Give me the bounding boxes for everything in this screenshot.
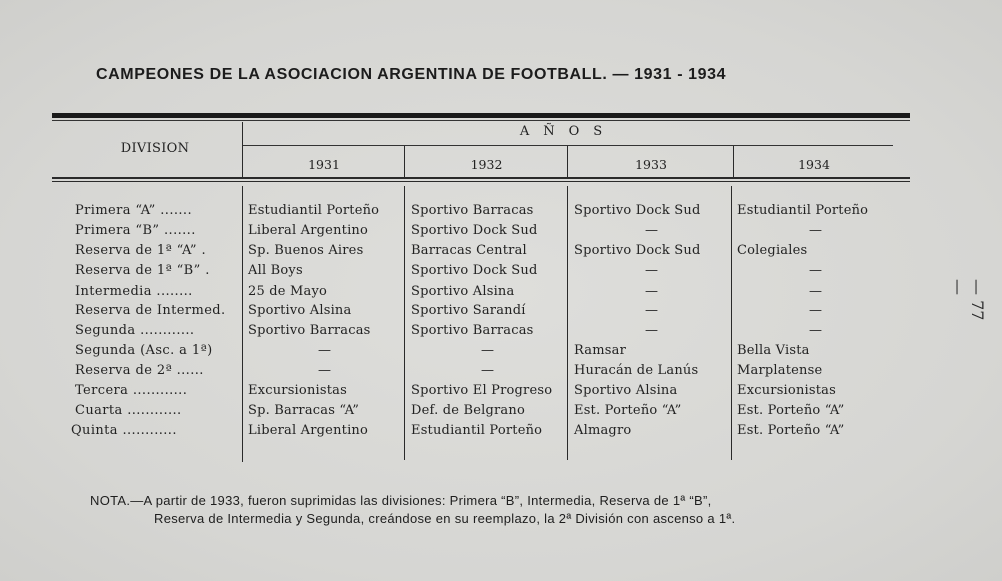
cell-1931: Sp. Barracas “A” bbox=[248, 403, 360, 418]
page-number bbox=[938, 262, 987, 342]
header-anos-rule bbox=[243, 145, 893, 146]
division-label: Reserva de 1ª “A” . bbox=[75, 243, 206, 258]
col-divider bbox=[731, 186, 732, 460]
division-label: Reserva de Intermed. bbox=[75, 303, 226, 318]
division-label: Reserva de 2ª ...... bbox=[75, 363, 204, 378]
division-label: Quinta ............ bbox=[71, 423, 177, 438]
cell-1934: Excursionistas bbox=[737, 383, 836, 398]
col-divider-header bbox=[567, 146, 568, 178]
cell-1934: — bbox=[809, 323, 823, 338]
page-title: CAMPEONES DE LA ASOCIACION ARGENTINA DE FOOTBALL. — 1931 - 1934 bbox=[96, 66, 727, 83]
header-rule-a bbox=[52, 177, 910, 179]
division-label: Primera “B” ....... bbox=[75, 223, 196, 238]
cell-1934: — bbox=[809, 223, 823, 238]
cell-1933: — bbox=[645, 323, 659, 338]
cell-1932: Def. de Belgrano bbox=[411, 403, 525, 418]
cell-1934: Marplatense bbox=[737, 363, 823, 378]
division-label: Cuarta ............ bbox=[75, 403, 182, 418]
cell-1932: Sportivo Sarandí bbox=[411, 303, 526, 318]
footnote bbox=[90, 492, 930, 528]
cell-1933: — bbox=[645, 263, 659, 278]
cell-1932: — bbox=[481, 363, 495, 378]
cell-1933: Est. Porteño “A” bbox=[574, 403, 682, 418]
cell-1934: — bbox=[809, 303, 823, 318]
division-label: Segunda (Asc. a 1ª) bbox=[75, 343, 213, 358]
division-label: Tercera ............ bbox=[75, 383, 188, 398]
cell-1931: — bbox=[318, 343, 332, 358]
cell-1931: Liberal Argentino bbox=[248, 423, 369, 438]
page-number-text: — 77 — bbox=[949, 279, 987, 321]
cell-1934: — bbox=[809, 263, 823, 278]
cell-1933: — bbox=[645, 303, 659, 318]
header-year-1932: 1932 bbox=[470, 157, 503, 172]
col-divider bbox=[404, 186, 405, 460]
footnote-line-1: NOTA.—A partir de 1933, fueron suprimidas las divisiones: Primera “B”, Intermedia, Reserva de 1ª “B”, bbox=[90, 493, 712, 508]
cell-1934: Estudiantil Porteño bbox=[737, 203, 869, 218]
header-division: DIVISION bbox=[120, 141, 190, 156]
cell-1932: — bbox=[481, 343, 495, 358]
col-divider bbox=[567, 186, 568, 460]
cell-1932: Barracas Central bbox=[411, 243, 527, 258]
cell-1931: 25 de Mayo bbox=[248, 284, 328, 299]
cell-1931: Estudiantil Porteño bbox=[248, 203, 380, 218]
cell-1931: Sp. Buenos Aires bbox=[248, 243, 364, 258]
cell-1933: Almagro bbox=[574, 423, 632, 438]
cell-1931: Excursionistas bbox=[248, 383, 347, 398]
header-rule-b bbox=[52, 181, 910, 182]
cell-1933: Huracán de Lanús bbox=[574, 363, 699, 378]
cell-1933: Ramsar bbox=[574, 343, 627, 358]
col-divider-header bbox=[733, 146, 734, 178]
division-label: Reserva de 1ª “B” . bbox=[75, 263, 210, 278]
cell-1933: — bbox=[645, 223, 659, 238]
col-divider-header bbox=[242, 122, 243, 178]
cell-1934: Est. Porteño “A” bbox=[737, 403, 845, 418]
header-anos: AÑOS bbox=[519, 124, 617, 139]
header-year-1933: 1933 bbox=[635, 157, 667, 172]
cell-1931: Sportivo Barracas bbox=[248, 323, 371, 338]
col-divider bbox=[242, 186, 243, 462]
header-year-1934: 1934 bbox=[798, 157, 830, 172]
division-label: Intermedia ........ bbox=[75, 284, 193, 299]
cell-1931: All Boys bbox=[248, 263, 303, 278]
col-divider-header bbox=[404, 146, 405, 178]
division-label: Primera “A” ....... bbox=[75, 203, 192, 218]
cell-1932: Sportivo Barracas bbox=[411, 323, 534, 338]
cell-1934: — bbox=[809, 284, 823, 299]
cell-1933: — bbox=[645, 284, 659, 299]
cell-1932: Sportivo Dock Sud bbox=[411, 263, 538, 278]
cell-1932: Sportivo Barracas bbox=[411, 203, 534, 218]
cell-1934: Est. Porteño “A” bbox=[737, 423, 845, 438]
header-year-1931: 1931 bbox=[308, 157, 340, 172]
top-rule-thick bbox=[52, 113, 910, 118]
cell-1932: Sportivo Dock Sud bbox=[411, 223, 538, 238]
division-label: Segunda ............ bbox=[75, 323, 195, 338]
cell-1933: Sportivo Dock Sud bbox=[574, 203, 701, 218]
cell-1933: Sportivo Dock Sud bbox=[574, 243, 701, 258]
footnote-line-2: Reserva de Intermedia y Segunda, creándose en su reemplazo, la 2ª División con ascenso a 1ª. bbox=[154, 511, 736, 526]
cell-1931: Sportivo Alsina bbox=[248, 303, 352, 318]
cell-1934: Bella Vista bbox=[737, 343, 810, 358]
top-rule-thin bbox=[52, 120, 910, 121]
cell-1933: Sportivo Alsina bbox=[574, 383, 678, 398]
cell-1932: Estudiantil Porteño bbox=[411, 423, 543, 438]
cell-1932: Sportivo El Progreso bbox=[411, 383, 553, 398]
cell-1932: Sportivo Alsina bbox=[411, 284, 515, 299]
cell-1931: Liberal Argentino bbox=[248, 223, 369, 238]
cell-1931: — bbox=[318, 363, 332, 378]
cell-1934: Colegiales bbox=[737, 243, 808, 258]
